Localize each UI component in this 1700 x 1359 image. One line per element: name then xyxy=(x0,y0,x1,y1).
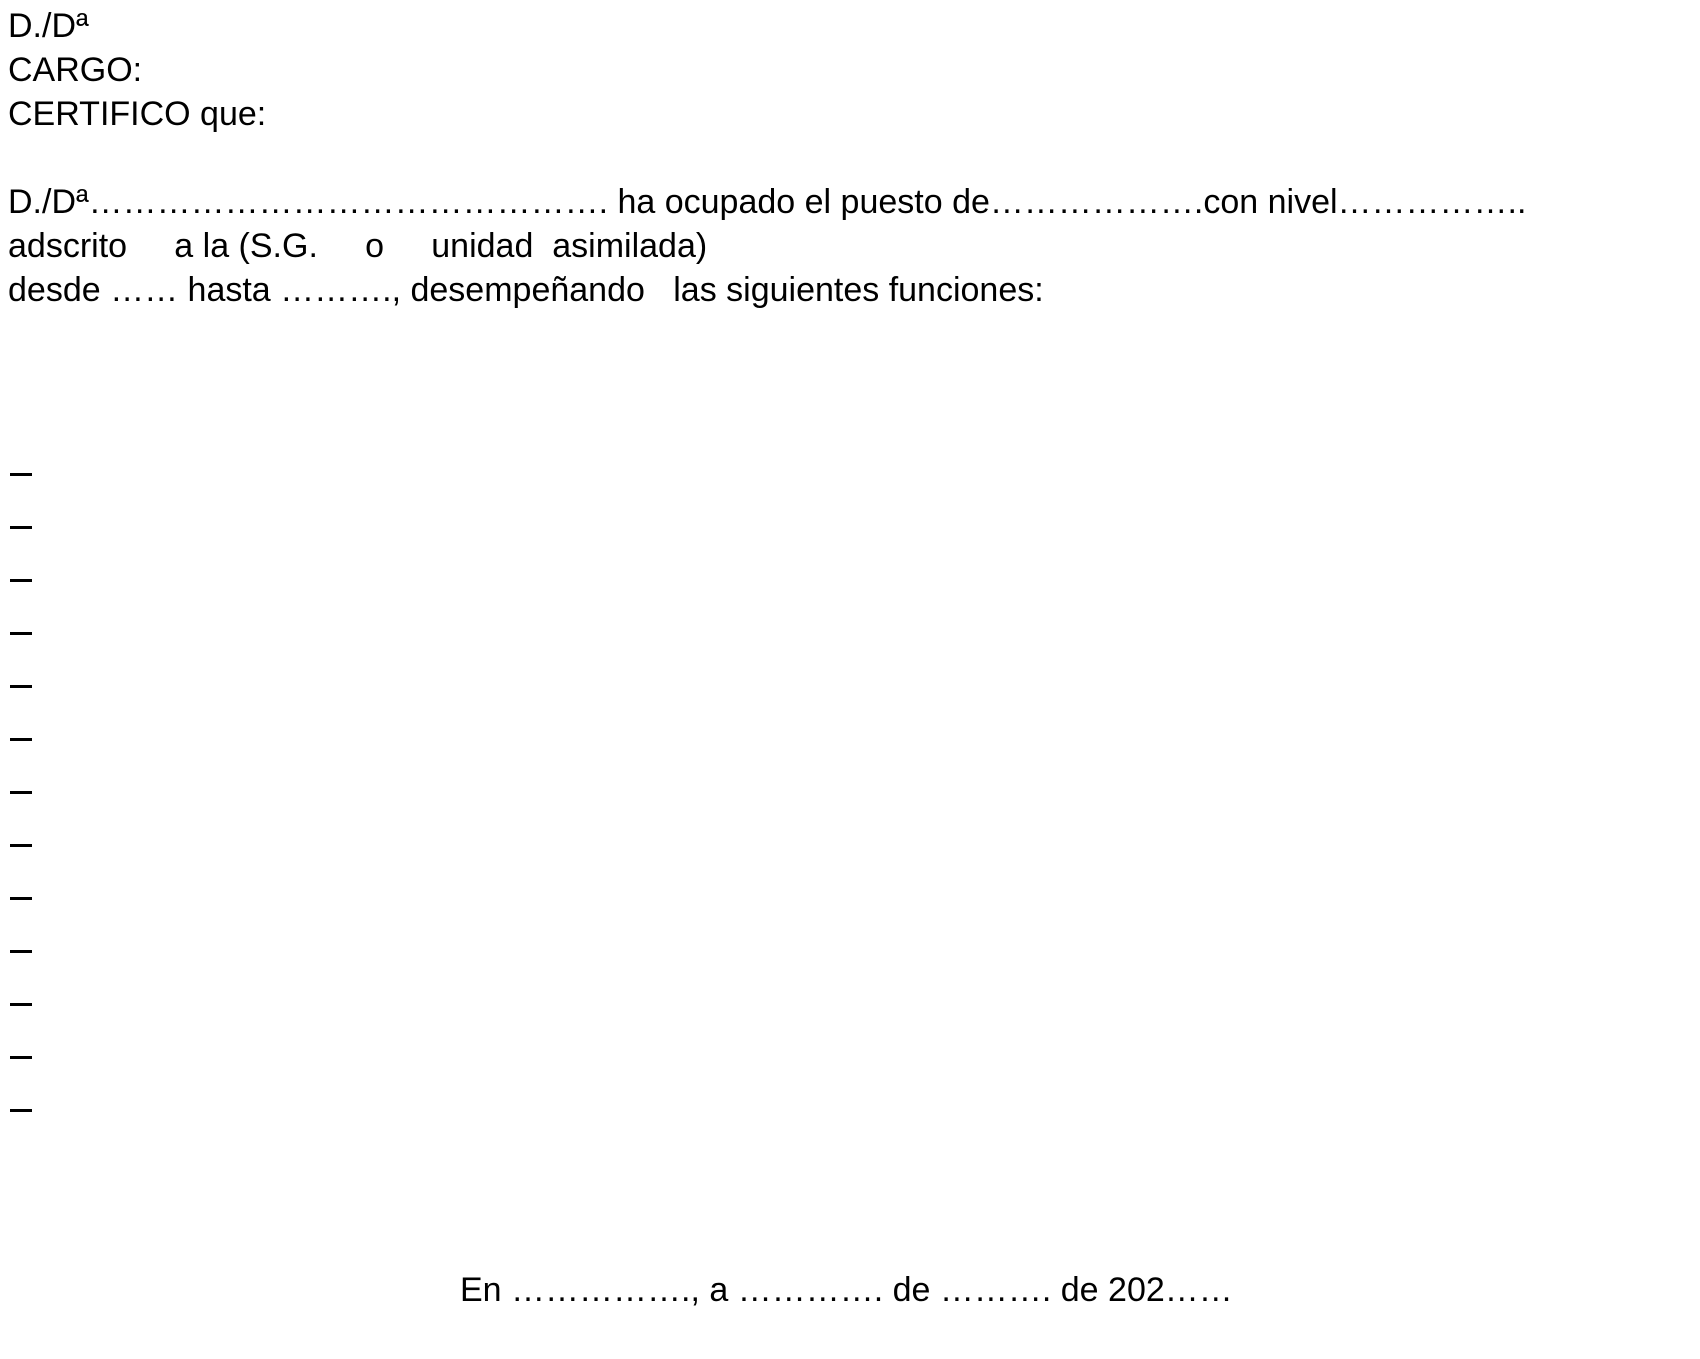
dash-mark xyxy=(10,526,32,529)
function-item xyxy=(10,923,32,976)
paragraph-line-1: D./Dª………………………………………. ha ocupado el puesto de……………….con nivel…………….. xyxy=(8,183,1527,221)
function-item xyxy=(10,711,32,764)
dash-mark xyxy=(10,579,32,582)
function-item xyxy=(10,764,32,817)
functions-list xyxy=(10,446,32,1135)
function-item xyxy=(10,817,32,870)
dash-mark xyxy=(10,473,32,476)
dash-mark xyxy=(10,1003,32,1006)
function-item xyxy=(10,1082,32,1135)
dash-mark xyxy=(10,1056,32,1059)
dash-mark xyxy=(10,1109,32,1112)
dash-mark xyxy=(10,791,32,794)
dash-mark xyxy=(10,950,32,953)
function-item xyxy=(10,605,32,658)
dash-mark xyxy=(10,632,32,635)
function-item xyxy=(10,446,32,499)
header-certifico-line: CERTIFICO que: xyxy=(8,95,267,133)
dash-mark xyxy=(10,738,32,741)
place-date-line: En ……………., a …………. de ………. de 202…… xyxy=(460,1271,1233,1309)
function-item xyxy=(10,499,32,552)
function-item xyxy=(10,1029,32,1082)
function-item xyxy=(10,658,32,711)
function-item xyxy=(10,552,32,605)
header-cargo-line: CARGO: xyxy=(8,51,143,89)
dash-mark xyxy=(10,844,32,847)
paragraph-line-3: desde …… hasta ………., desempeñando las siguientes funciones: xyxy=(8,271,1044,309)
dash-mark xyxy=(10,685,32,688)
function-item xyxy=(10,976,32,1029)
header-name-line: D./Dª xyxy=(8,7,89,45)
function-item xyxy=(10,870,32,923)
dash-mark xyxy=(10,897,32,900)
paragraph-line-2: adscrito a la (S.G. o unidad asimilada) xyxy=(8,227,708,265)
